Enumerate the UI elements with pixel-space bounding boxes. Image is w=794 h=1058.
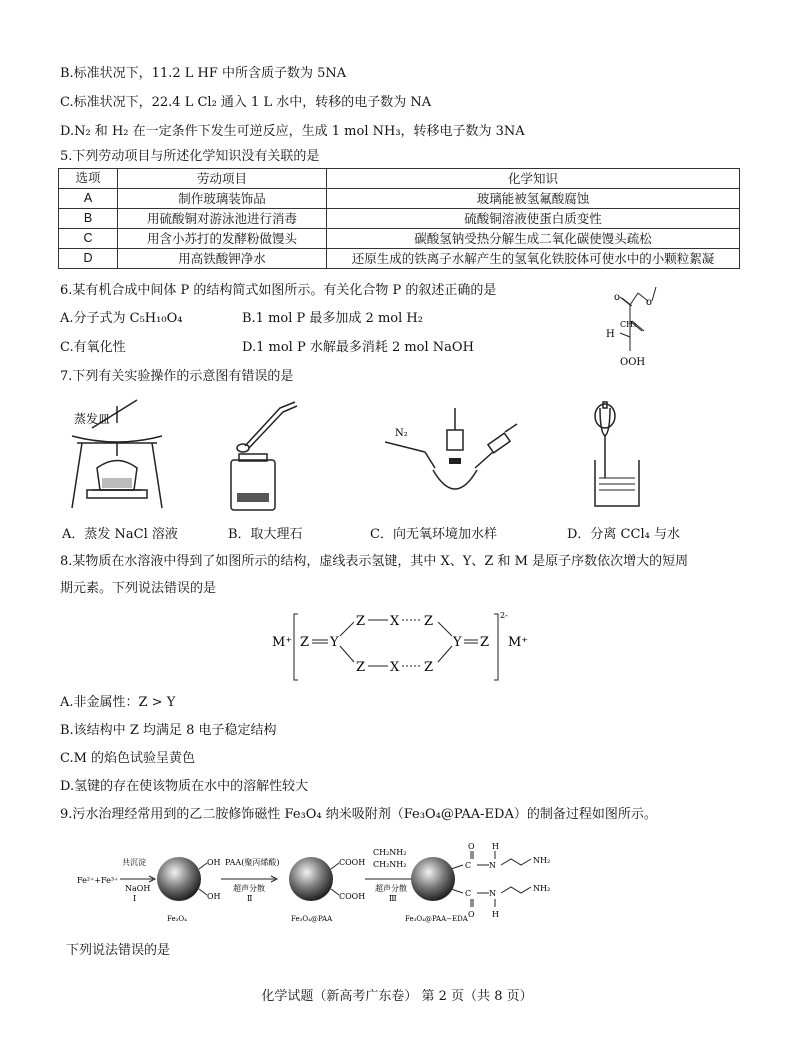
q7-caption-d: D．分离 CCl₄ 与水 [567, 527, 680, 542]
q5-table [58, 168, 740, 269]
evaporation-apparatus [62, 398, 172, 516]
page-footer: 化学试题（新高考广东卷） 第 2 页（共 8 页） [261, 989, 533, 1004]
nh2-bottom: NH₂ [533, 884, 551, 893]
q7-stem: 7.下列有关实验操作的示意图有错误的是 [60, 369, 294, 384]
atom-y: Y [453, 635, 462, 650]
q8-hydrogen-bond-structure [268, 608, 540, 688]
q8-option-c: C.M 的焰色试验呈黄色 [60, 751, 196, 766]
q8-stem-line1: 8.某物质在水溶液中得到了如图所示的结构，虚线表示氢键，其中 X、Y、Z 和 M 是原子序数依次增大的短周 [60, 554, 689, 569]
cooh-group-bottom: COOH [339, 892, 366, 901]
table-cell: 碳酸氢钠受热分解生成二氧化碳使馒头疏松 [327, 229, 740, 249]
table-cell: A [59, 189, 118, 209]
step1-number: Ⅰ [133, 894, 137, 903]
q7-caption-c: C．向无氧环境加水样 [370, 527, 497, 542]
table-row [59, 209, 740, 229]
table-cell: D [59, 249, 118, 269]
table-cell: 玻璃能被氢氟酸腐蚀 [327, 189, 740, 209]
step2-number: Ⅱ [247, 894, 253, 903]
atom-z: Z [356, 660, 366, 675]
charge-label: 2- [500, 611, 508, 620]
q6-option-b: B.1 mol P 最多加成 2 mol H₂ [242, 311, 423, 326]
atom-z: Z [424, 660, 434, 675]
q6-option-d: D.1 mol P 水解最多消耗 2 mol NaOH [242, 340, 474, 355]
q8-option-b: B.该结构中 Z 均满足 8 电子稳定结构 [60, 723, 277, 738]
fe3o4-particle [157, 857, 201, 901]
step3-top-label-2: CH₂NH₂ [373, 860, 407, 869]
eda-c-bottom: C [465, 889, 472, 898]
table-row [59, 249, 740, 269]
step3-bottom-label: 超声分散 [375, 884, 407, 893]
compound-p-structure [590, 275, 680, 375]
label-fe3o4-paa: Fe₃O₄@PAA [291, 915, 333, 923]
eda-h-bottom: H [492, 910, 499, 919]
table-row [59, 189, 740, 209]
step1-top-label: 共沉淀 [122, 858, 146, 867]
ester-o-label: o [646, 297, 653, 308]
q8-option-d: D.氢键的存在使该物质在水中的溶解性较大 [60, 779, 309, 794]
step2-bottom-label: 超声分散 [233, 884, 265, 893]
eda-o-bottom: O [468, 910, 475, 919]
q9-stem: 9.污水治理经常用到的乙二胺修饰磁性 Fe₃O₄ 纳米吸附剂（Fe₃O₄@PAA-EDA）的制备过程如图所示。 [60, 807, 657, 822]
step3-top-label-1: CH₂NH₂ [373, 848, 407, 857]
q5-stem: 5.下列劳动项目与所述化学知识没有关联的是 [60, 149, 320, 164]
eda-n-bottom: N [489, 889, 496, 898]
atom-z: Z [424, 614, 434, 629]
oh-group-top: OH [207, 858, 221, 867]
separatory-funnel-apparatus [585, 398, 665, 514]
struct-ch3-label: CH₃ [620, 320, 637, 329]
struct-h-label: H [606, 329, 615, 340]
evaporating-dish-label: 蒸发皿 [74, 412, 111, 426]
table-row [59, 229, 740, 249]
atom-x: X [390, 614, 400, 629]
table-cell: 制作玻璃装饰品 [118, 189, 327, 209]
q8-stem-line2: 期元素。下列说法错误的是 [60, 581, 217, 596]
eda-o-top: O [468, 842, 475, 851]
q8-option-a: A.非金属性：Z > Y [60, 695, 176, 710]
header-labor: 劳动项目 [118, 169, 327, 189]
atom-z: Z [300, 635, 310, 650]
table-cell: C [59, 229, 118, 249]
table-header-row [59, 169, 740, 189]
struct-ooh-label: OOH [620, 357, 646, 368]
q6-option-c: C.有氧化性 [60, 340, 126, 355]
table-cell: 用高铁酸钾净水 [118, 249, 327, 269]
eda-h-top: H [492, 842, 499, 851]
n2-label: N₂ [395, 428, 408, 439]
q4-option-d: D.N₂ 和 H₂ 在一定条件下发生可逆反应，生成 1 mol NH₃，转移电子数为 3NA [60, 124, 525, 139]
q6-option-a: A.分子式为 C₅H₁₀O₄ [60, 311, 183, 326]
table-cell: 硫酸铜溶液使蛋白质变性 [327, 209, 740, 229]
step2-top-label: PAA(聚丙烯酸) [225, 858, 280, 867]
fe3o4-paa-eda-particle [411, 857, 455, 901]
table-cell: 用含小苏打的发酵粉做馒头 [118, 229, 327, 249]
atom-z: Z [356, 614, 366, 629]
m-ion-left: M⁺ [272, 635, 293, 650]
oh-group-bottom: OH [207, 892, 221, 901]
header-knowledge: 化学知识 [327, 169, 740, 189]
q7-caption-a: A．蒸发 NaCl 溶液 [62, 527, 178, 542]
atom-y: Y [330, 635, 339, 650]
m-ion-right: M⁺ [508, 635, 529, 650]
q4-option-c: C.标准状况下，22.4 L Cl₂ 通入 1 L 水中，转移的电子数为 NA [60, 95, 432, 110]
q6-stem: 6.某有机合成中间体 P 的结构简式如图所示。有关化合物 P 的叙述正确的是 [60, 283, 497, 298]
label-fe3o4: Fe₃O₄ [167, 915, 187, 923]
carbonyl-o-label: o [614, 292, 621, 303]
atom-x: X [390, 660, 400, 675]
q9-preparation-scheme [75, 835, 575, 927]
cooh-group-top: COOH [339, 858, 366, 867]
q7-caption-b: B．取大理石 [228, 527, 303, 542]
step3-number: Ⅲ [389, 894, 397, 903]
eda-c-top: C [465, 861, 472, 870]
q4-option-b: B.标准状况下，11.2 L HF 中所含质子数为 5NA [60, 66, 347, 81]
reactant-label: Fe²⁺+Fe³⁺ [77, 876, 119, 885]
table-cell: 用硫酸铜对游泳池进行消毒 [118, 209, 327, 229]
fe3o4-paa-particle [289, 857, 333, 901]
tongs-jar-apparatus [225, 398, 305, 514]
label-fe3o4-paa-eda: Fe₃O₄@PAA−EDA [405, 915, 468, 923]
three-neck-flask-apparatus [385, 400, 525, 512]
atom-z: Z [480, 635, 490, 650]
eda-n-top: N [489, 861, 496, 870]
step1-bottom-label: NaOH [125, 884, 151, 893]
q9-after-text: 下列说法错误的是 [66, 943, 171, 958]
header-option: 选项 [59, 169, 118, 189]
table-cell: B [59, 209, 118, 229]
nh2-top: NH₂ [533, 856, 551, 865]
table-cell: 还原生成的铁离子水解产生的氢氧化铁胶体可使水中的小颗粒絮凝 [327, 249, 740, 269]
